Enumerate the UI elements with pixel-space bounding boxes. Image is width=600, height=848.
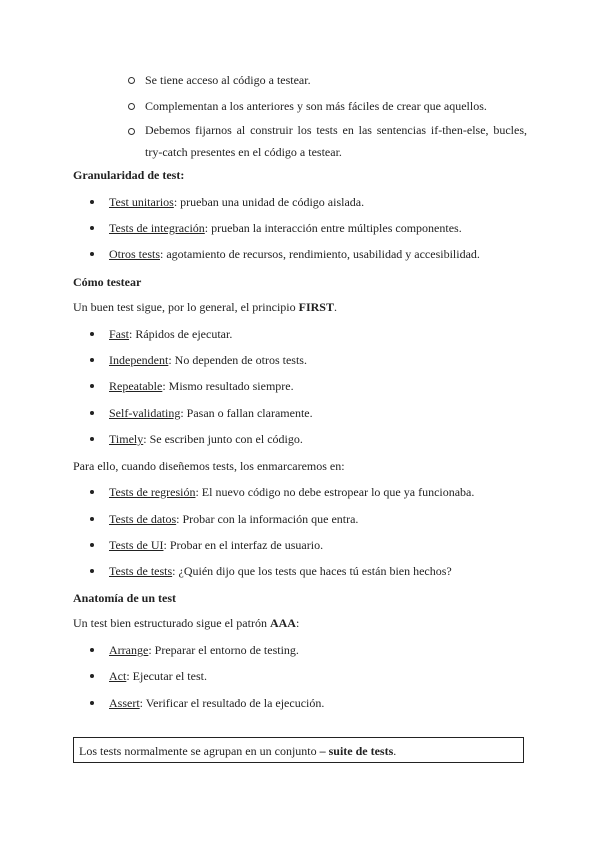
term: Tests de datos (109, 512, 177, 526)
term: Arrange (109, 643, 149, 657)
description: : Se escriben junto con el código. (143, 432, 303, 446)
disc-bullet-icon (90, 358, 94, 362)
disc-bullet-icon (90, 411, 94, 415)
design-intro: Para ello, cuando diseñemos tests, los enmarcaremos en: (73, 459, 345, 473)
sub-list-item-text: Se tiene acceso al código a testear. (145, 73, 311, 87)
description: : Preparar el entorno de testing. (148, 643, 299, 657)
disc-bullet-icon (90, 252, 94, 256)
disc-bullet-icon (90, 701, 94, 705)
term: Repeatable (109, 379, 163, 393)
disc-bullet-icon (90, 517, 94, 521)
term: Test unitarios (109, 195, 174, 209)
callout-text: Los tests normalmente se agrupan en un conjunto (79, 744, 320, 758)
description: : El nuevo código no debe estropear lo que ya funcionaba. (195, 485, 475, 499)
disc-bullet-icon (90, 543, 94, 547)
circle-bullet-icon (128, 77, 135, 84)
disc-bullet-icon (90, 384, 94, 388)
term: Otros tests (109, 247, 160, 261)
term: Tests de tests (109, 564, 173, 578)
intro-punct: . (333, 300, 337, 314)
term: Tests de UI (109, 538, 164, 552)
how-heading: Cómo testear (73, 275, 142, 289)
disc-bullet-icon (90, 569, 94, 573)
circle-bullet-icon (128, 128, 135, 135)
disc-bullet-icon (90, 674, 94, 678)
granularity-heading: Granularidad de test: (73, 168, 185, 182)
term: Fast (109, 327, 130, 341)
anatomy-heading: Anatomía de un test (73, 591, 177, 605)
disc-bullet-icon (90, 490, 94, 494)
term: Timely (109, 432, 144, 446)
disc-bullet-icon (90, 648, 94, 652)
description: : Verificar el resultado de la ejecución. (139, 696, 325, 710)
description: : prueban la interacción entre múltiples componentes. (204, 221, 462, 235)
description: : Probar en el interfaz de usuario. (163, 538, 324, 552)
term: Assert (109, 696, 140, 710)
description: : Ejecutar el test. (126, 669, 207, 683)
description: : prueban una unidad de código aislada. (173, 195, 365, 209)
suite-term: suite de tests (328, 744, 394, 758)
term: Tests de regresión (109, 485, 196, 499)
description: : Probar con la información que entra. (176, 512, 359, 526)
first-acronym: FIRST (298, 300, 334, 314)
description: : Rápidos de ejecutar. (129, 327, 233, 341)
sub-list-item-text: Debemos fijarnos al construir los tests en las sentencias if-then-else, bucles, try-catch presentes en el código a testear. (145, 123, 527, 159)
disc-bullet-icon (90, 200, 94, 204)
circle-bullet-icon (128, 103, 135, 110)
sub-list-item-text: Complementan a los anteriores y son más fáciles de crear que aquellos. (145, 99, 487, 113)
description: : No dependen de otros tests. (168, 353, 307, 367)
description: : ¿Quién dijo que los tests que haces tú están bien hechos? (172, 564, 452, 578)
term: Tests de integración (109, 221, 205, 235)
disc-bullet-icon (90, 437, 94, 441)
intro-text: Un test bien estructurado sigue el patrón (73, 616, 270, 630)
sub-list-item (0, 119, 600, 163)
description: : Mismo resultado siempre. (162, 379, 294, 393)
term: Self-validating (109, 406, 181, 420)
intro-text: Un buen test sigue, por lo general, el principio (73, 300, 299, 314)
term: Act (109, 669, 127, 683)
intro-punct: : (295, 616, 300, 630)
callout-punct: . (393, 744, 397, 758)
disc-bullet-icon (90, 332, 94, 336)
description: : agotamiento de recursos, rendimiento, usabilidad y accesibilidad. (160, 247, 480, 261)
term: Independent (109, 353, 169, 367)
description: : Pasan o fallan claramente. (180, 406, 313, 420)
disc-bullet-icon (90, 226, 94, 230)
callout-box (73, 737, 524, 763)
aaa-acronym: AAA (269, 616, 296, 630)
callout-dash: – (319, 744, 326, 758)
